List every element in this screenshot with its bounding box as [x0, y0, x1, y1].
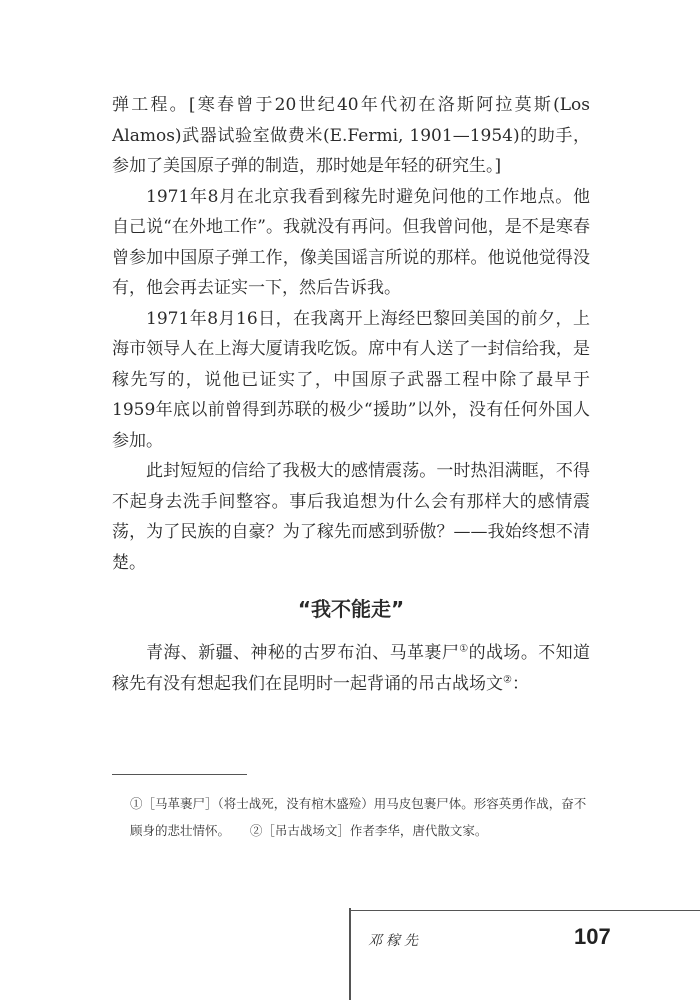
footnotes [130, 790, 590, 844]
footer-divider-vertical [349, 908, 351, 1000]
paragraph-shanghai-dinner: 1971年8月16日，在我离开上海经巴黎回美国的前夕，上海市领导人在上海大厦请我吃饭。席中有人送了一封信给我，是稼先写的，说他已证实了，中国原子武器工程中除了最早于1959年底以前曾得到苏联的极少“援助”以外，没有任何外国人参加。 [112, 308, 590, 451]
paragraph-battlefield-part2: 的战场。不知道稼先有没有想起我们在昆明时一起背诵的吊古战场文 [112, 643, 591, 694]
running-head: 邓稼先 [368, 933, 422, 949]
paragraph-emotion: 此封短短的信给了我极大的感情震荡。一时热泪满眶，不得不起身去洗手间整容。事后我追想为什么会有那样大的感情震荡，为了民族的自豪？为了稼先而感到骄傲？——我始终想不清楚。 [112, 461, 590, 573]
paragraph-beijing-meeting: 1971年8月在北京我看到稼先时避免问他的工作地点。他自己说“在外地工作”。我就没有再问。但我曾问他，是不是寒春曾参加中国原子弹工作，像美国谣言所说的那样。他说他觉得没有，他会再去证实一下，然后告诉我。 [112, 186, 590, 298]
body-text [112, 90, 590, 699]
footnote-1: ①［马革裹尸］（将士战死，没有棺木盛殓）用马皮包裹尸体。形容英勇作战，奋不顾身的悲壮情怀。 [130, 796, 587, 838]
paragraph-continued: 弹工程。[寒春曾于20世纪40年代初在洛斯阿拉莫斯(Los Alamos)武器试验室做费米(E.Fermi, 1901—1954)的助手，参加了美国原子弹的制造，那时她是年轻的研究生。] [112, 95, 590, 176]
footnote-divider [112, 774, 247, 775]
paragraph-battlefield-part3: ： [511, 673, 529, 694]
footnote-2: ②［吊古战场文］作者李华，唐代散文家。 [249, 823, 488, 838]
footnote-ref-2[interactable]: ② [503, 673, 512, 685]
paragraph-battlefield-part1: 青海、新疆、神秘的古罗布泊、马革裹尸 [146, 643, 460, 663]
section-heading: “我不能走” [297, 597, 405, 621]
footnote-text [130, 790, 590, 844]
footnote-ref-1[interactable]: ① [459, 643, 469, 655]
footer-divider-horizontal [349, 910, 700, 911]
paragraph-battlefield [112, 638, 590, 699]
page-number: 107 [574, 924, 611, 949]
